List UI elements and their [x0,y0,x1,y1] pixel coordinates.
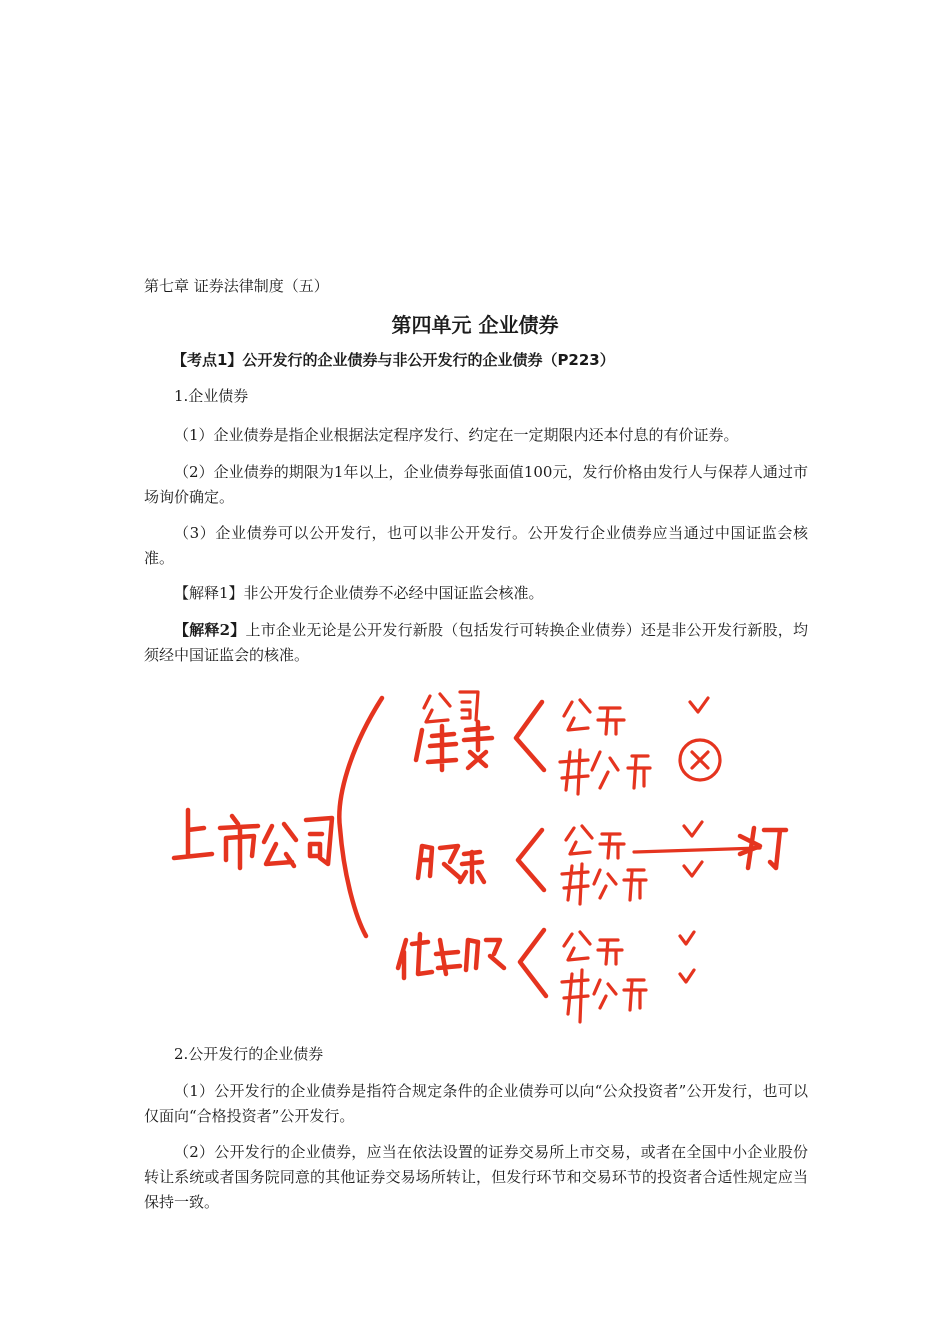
section1-paragraph-1: （1）企业债券是指企业根据法定程序发行、约定在一定期限内还本付息的有价证券。 [174,426,739,444]
preferred-public-check [680,932,694,944]
note-2-text: 上市企业无论是公开发行新股（包括发行可转换企业债券）还是非公开发行新股，均须经中国证监会的核准。 [144,621,808,664]
note-2 [144,618,808,668]
branch-preferred-handwriting [398,934,504,978]
preferred-private-check [680,970,694,982]
chapter-line: 第七章 证券法律制度（五） [144,277,329,295]
branch-stock-handwriting [418,846,484,882]
section1-paragraph-2: （2）企业债券的期限为1年以上，企业债券每张面值100元，发行价格由发行人与保荐人通过市场询价确定。 [144,463,808,506]
section1-paragraph-3: （3）企业债券可以公开发行，也可以非公开发行。公开发行企业债券应当通过中国证监会核准。 [144,524,808,567]
root-handwriting [174,810,332,868]
bond-public-check [690,698,708,712]
section2-paragraph-1: （1）公开发行的企业债券是指符合规定条件的企业债券可以向“公众投资者”公开发行，也可以仅面向“合格投资者”公开发行。 [144,1082,808,1125]
stock-public-check [684,822,702,836]
unit-title: 第四单元 企业债券 [391,313,559,337]
root-brace [339,698,382,936]
note-1-text: 非公开发行企业债券不必经中国证监会核准。 [243,584,544,602]
bond-options-handwriting [560,700,650,794]
kaodian-heading: 【考点1】公开发行的企业债券与非公开发行的企业债券（P223） [172,351,615,369]
note-1 [144,581,808,606]
branch-preferred-bracket [520,930,546,996]
branch-stock-bracket [518,830,544,890]
note-1-tag: 【解释1】 [174,584,244,602]
section1-heading: 1.企业债券 [174,387,249,405]
bond-private-cross [680,740,720,780]
handwritten-diagram [160,678,800,1028]
note-2-tag: 【解释2】 [174,621,246,639]
branch-bond-handwriting [416,692,492,770]
stock-options-handwriting [562,826,646,904]
section2-paragraph-2: （2）公开发行的企业债券，应当在依法设置的证券交易所上市交易，或者在全国中小企业股份转让系统或者国务院同意的其他证券交易场所转让，但发行环节和交易环节的投资者合适性规定应当保持一致。 [144,1143,808,1211]
stock-private-check [684,862,702,876]
section2-heading: 2.公开发行的企业债券 [174,1045,324,1063]
preferred-options-handwriting [562,932,646,1022]
branch-bond-bracket [516,702,544,770]
